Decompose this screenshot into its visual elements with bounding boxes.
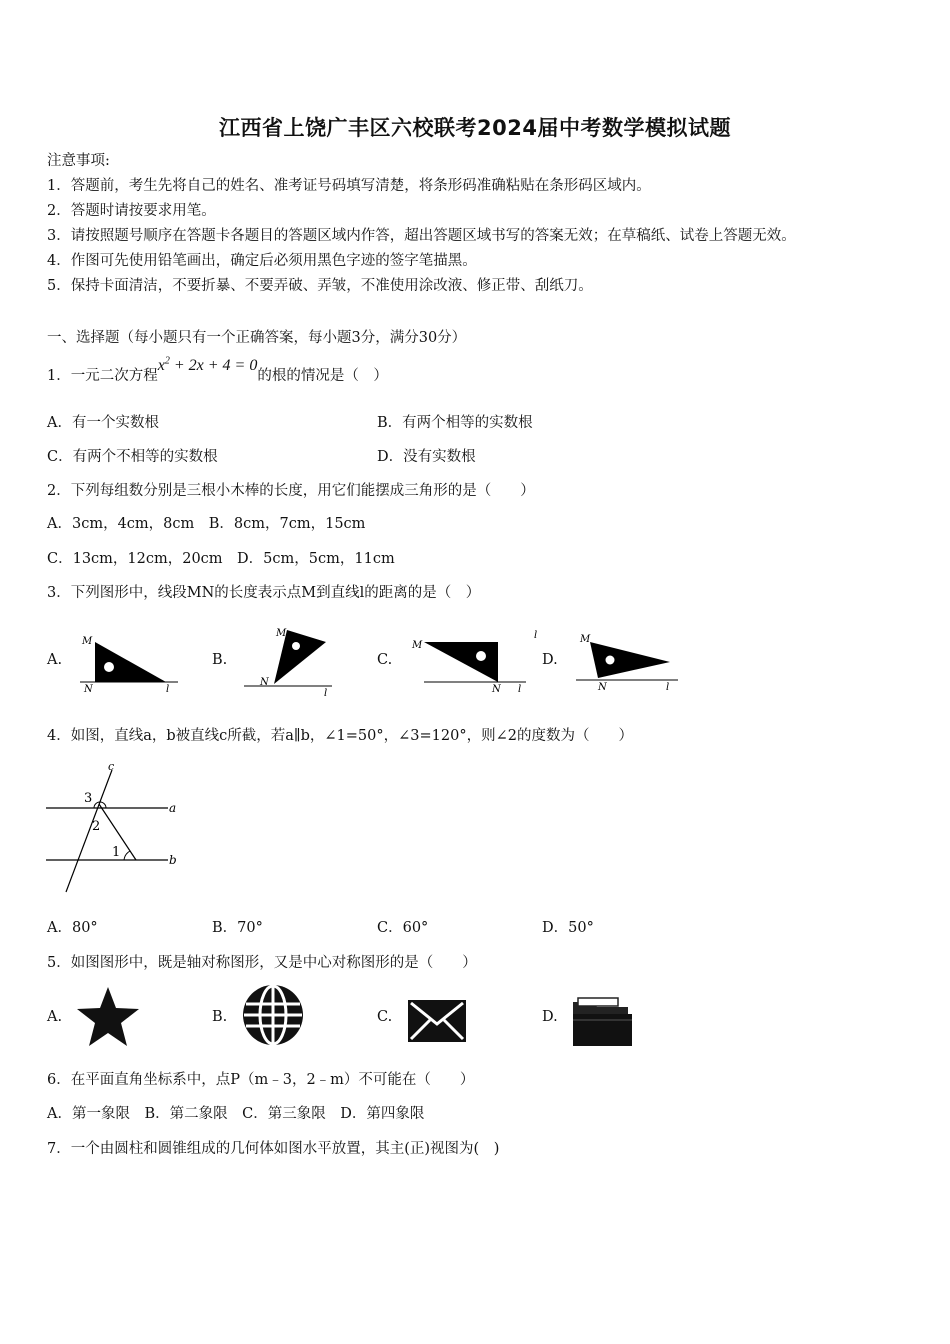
triangle-shape	[590, 642, 670, 678]
q6-stem: 6．在平面直角坐标系中，点P（m﹣3，2﹣m）不可能在（ ）	[47, 1072, 475, 1088]
hole-mark	[104, 662, 114, 672]
q5-label-d[interactable]: D.	[542, 1009, 558, 1025]
q4-option-c[interactable]: C．60°	[377, 920, 429, 936]
label-l-top: l	[534, 630, 538, 641]
q4-option-d[interactable]: D．50°	[542, 920, 594, 936]
label-n: N	[598, 682, 607, 693]
label-m: M	[412, 640, 423, 651]
notes-block	[47, 149, 796, 299]
label-l: l	[518, 684, 522, 695]
label-m: M	[276, 628, 287, 639]
q5-label-c[interactable]: C.	[377, 1009, 393, 1025]
q3-figure-a	[76, 632, 184, 696]
q7-stem: 7．一个由圆柱和圆锥组成的几何体如图水平放置，其主(正)视图为( )	[47, 1141, 500, 1157]
q5-stem: 5．如图图形中，既是轴对称图形，又是中心对称图形的是（ ）	[47, 955, 477, 971]
hole-mark	[476, 651, 486, 661]
q1-option-c[interactable]: C．有两个不相等的实数根	[47, 449, 218, 465]
q4-option-b[interactable]: B．70°	[212, 920, 263, 936]
hole-mark	[606, 656, 615, 665]
q1-equation: $x^2 + 2x + 4 = 0$	[157, 355, 258, 374]
note-item: 5．保持卡面清洁，不要折暴、不要弄破、弄皱，不准使用涂改液、修正带、刮纸刀。	[47, 278, 593, 294]
q1-suffix: 的根的情况是（ ）	[257, 368, 388, 384]
q2-options-row1[interactable]: A．3cm，4cm，8cm B．8cm，7cm，15cm	[47, 516, 366, 532]
note-item: 3．请按照题号顺序在答题卡各题目的答题区域内作答，超出答题区域书写的答案无效；在草稿纸、试卷上答题无效。	[47, 228, 796, 244]
q6-options[interactable]: A．第一象限 B．第二象限 C．第三象限 D．第四象限	[47, 1106, 425, 1122]
label-n: N	[84, 684, 93, 695]
q3-figure-c	[404, 628, 544, 698]
q3-stem: 3．下列图形中，线段MN的长度表示点M到直线l的距离的是（ ）	[47, 585, 481, 601]
triangle-shape	[95, 642, 166, 682]
q1-prefix: 1．一元二次方程	[47, 368, 158, 384]
notes-heading: 注意事项:	[47, 153, 110, 169]
triangle-shape	[424, 642, 498, 682]
q4-option-a[interactable]: A．80°	[47, 920, 98, 936]
label-c: c	[108, 760, 115, 773]
label-l: l	[166, 684, 170, 695]
note-item: 4．作图可先使用铅笔画出，确定后必须用黑色字迹的签字笔描黑。	[47, 253, 477, 269]
label-m: M	[580, 634, 591, 645]
line-c	[66, 770, 112, 892]
q1-option-d[interactable]: D．没有实数根	[377, 449, 476, 465]
envelope-icon	[406, 994, 470, 1046]
star-icon	[74, 984, 142, 1050]
q2-stem: 2．下列每组数分别是三根小木棒的长度，用它们能摆成三角形的是（ ）	[47, 483, 535, 499]
q5-label-a[interactable]: A.	[47, 1009, 63, 1025]
section-heading: 一、选择题（每小题只有一个正确答案，每小题3分，满分30分）	[47, 330, 467, 346]
label-n: N	[260, 677, 269, 688]
label-a: a	[169, 801, 177, 815]
label-l: l	[666, 682, 670, 693]
q3-figure-b	[240, 624, 340, 698]
hole-mark	[292, 642, 300, 650]
note-item: 1．答题前，考生先将自己的姓名、准考证号码填写清楚，将条形码准确粘贴在条形码区域内。	[47, 178, 651, 194]
q1-option-b[interactable]: B．有两个相等的实数根	[377, 415, 533, 431]
q1-stem	[47, 355, 388, 385]
q4-stem: 4．如图，直线a，b被直线c所截，若a∥b，∠1=50°，∠3=120°，则∠2的度数为（ ）	[47, 728, 633, 744]
angle-1-arc	[124, 851, 130, 860]
q3-label-c[interactable]: C.	[377, 652, 393, 668]
q4-figure	[44, 758, 184, 898]
q1-option-a[interactable]: A．有一个实数根	[47, 415, 159, 431]
q3-label-b[interactable]: B.	[212, 652, 228, 668]
label-l: l	[324, 688, 328, 698]
globe-icon	[240, 982, 306, 1048]
label-n: N	[492, 684, 501, 695]
page-title: 江西省上饶广丰区六校联考2024届中考数学模拟试题	[219, 116, 731, 140]
q3-label-d[interactable]: D.	[542, 652, 558, 668]
q3-figure-d	[572, 632, 684, 696]
label-m: M	[82, 636, 93, 647]
folder-icon	[570, 994, 636, 1050]
q3-label-a[interactable]: A.	[47, 652, 63, 668]
angle-3-label: 3	[84, 791, 93, 806]
note-item: 2．答题时请按要求用笔。	[47, 203, 216, 219]
angle-1-label: 1	[112, 845, 121, 860]
angle-2-label: 2	[92, 819, 101, 834]
q2-options-row2[interactable]: C．13cm，12cm，20cm D．5cm，5cm，11cm	[47, 551, 395, 567]
label-b: b	[169, 853, 177, 867]
q5-label-b[interactable]: B.	[212, 1009, 228, 1025]
